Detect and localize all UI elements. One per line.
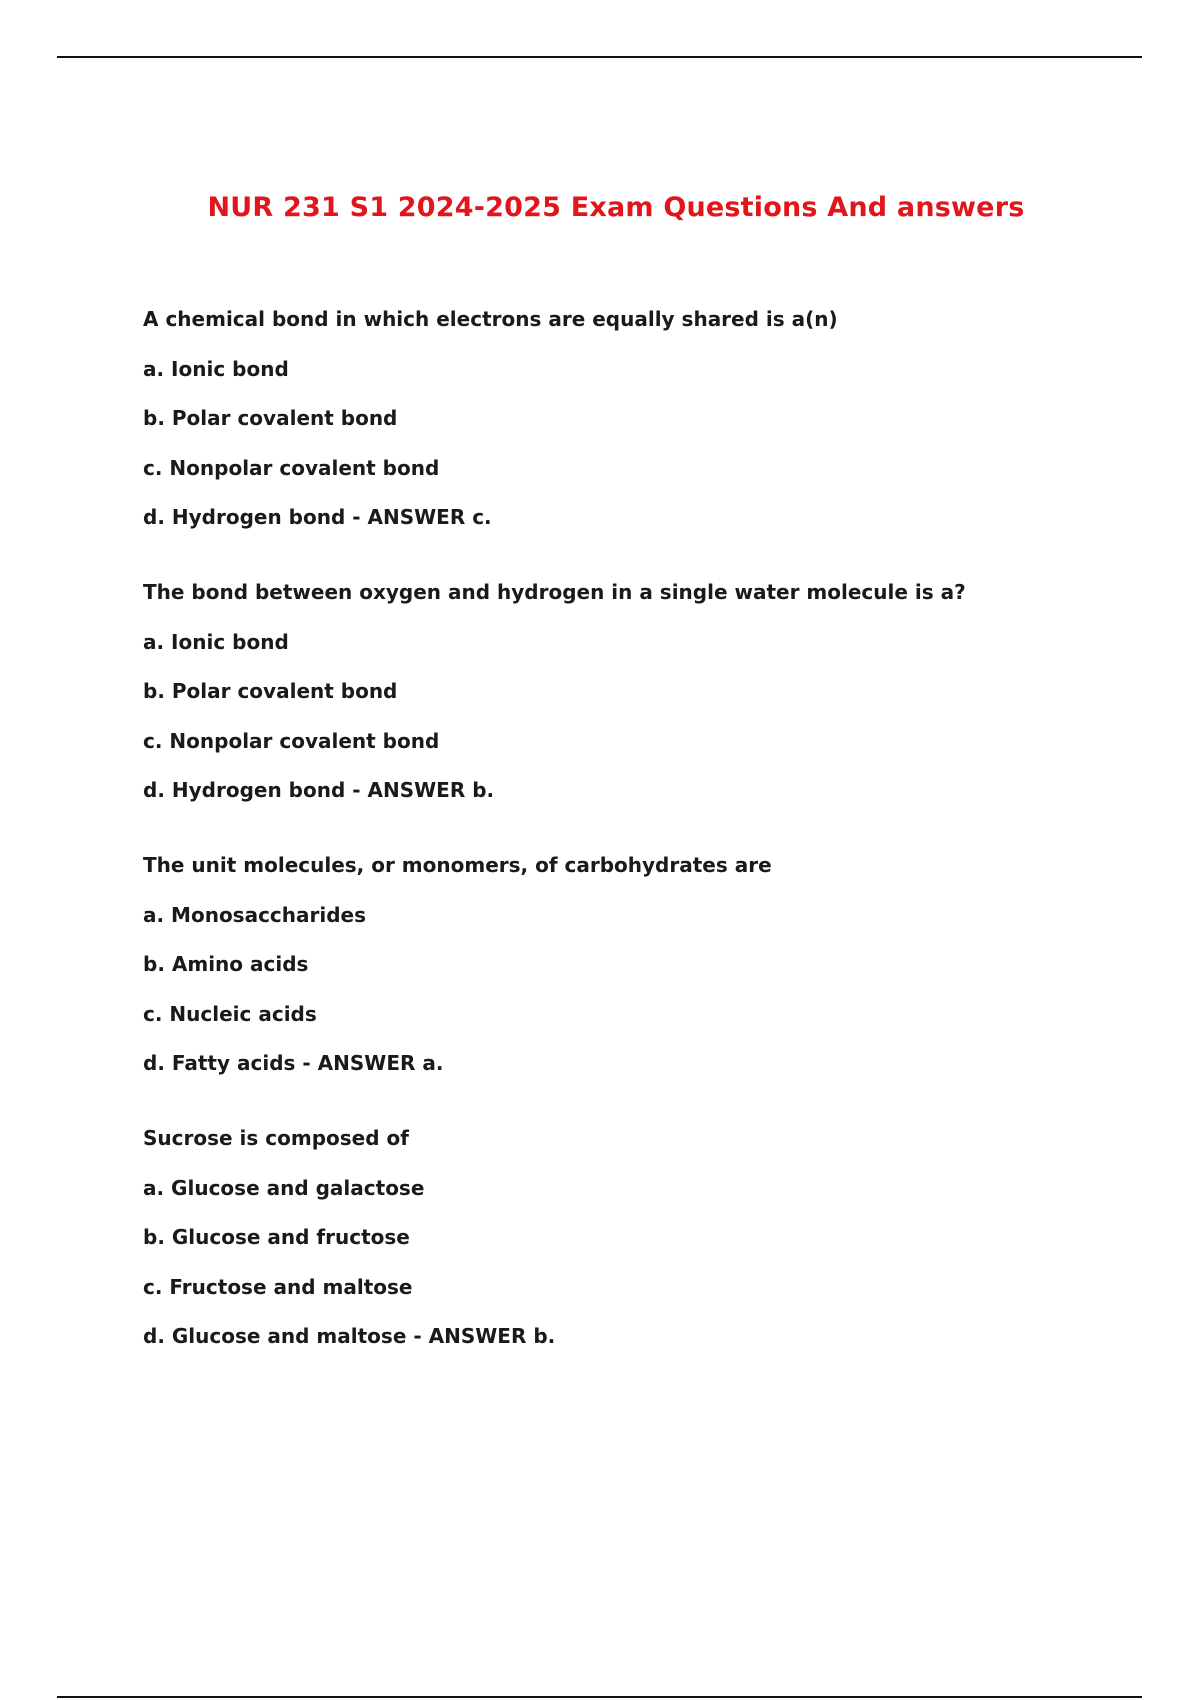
answer-option: c. Fructose and maltose — [143, 1274, 413, 1299]
answer-option-with-answer: d. Fatty acids - ANSWER a. — [143, 1051, 444, 1075]
answer-option-with-answer: d. Hydrogen bond - ANSWER c. — [143, 505, 492, 529]
question-list — [143, 306, 1143, 1398]
question-prompt: The unit molecules, or monomers, of carbohydrates are — [143, 853, 772, 877]
answer-option-with-answer: d. Hydrogen bond - ANSWER b. — [143, 778, 495, 802]
question-prompt: Sucrose is composed of — [143, 1126, 409, 1150]
answer-option: b. Amino acids — [143, 952, 309, 976]
answer-option: a. Ionic bond — [143, 629, 289, 654]
answer-option-with-answer: d. Glucose and maltose - ANSWER b. — [143, 1324, 556, 1348]
question-prompt: The bond between oxygen and hydrogen in a single water molecule is a? — [143, 580, 966, 604]
answer-option: a. Ionic bond — [143, 356, 289, 381]
answer-option: b. Polar covalent bond — [143, 406, 398, 430]
page-title: NUR 231 S1 2024-2025 Exam Questions And answers — [207, 192, 1025, 223]
answer-option: b. Polar covalent bond — [143, 679, 398, 703]
question-block — [143, 852, 1143, 1076]
footer-rule — [57, 1696, 1142, 1698]
header-rule — [57, 56, 1142, 58]
question-block — [143, 306, 1143, 530]
question-block — [143, 579, 1143, 803]
answer-option: b. Glucose and fructose — [143, 1225, 410, 1249]
answer-option: a. Monosaccharides — [143, 902, 367, 927]
question-block — [143, 1125, 1143, 1349]
answer-option: c. Nonpolar covalent bond — [143, 455, 440, 480]
question-prompt: A chemical bond in which electrons are equally shared is a(n) — [143, 307, 838, 331]
answer-option: c. Nucleic acids — [143, 1001, 317, 1026]
answer-option: c. Nonpolar covalent bond — [143, 728, 440, 753]
answer-option: a. Glucose and galactose — [143, 1175, 425, 1200]
